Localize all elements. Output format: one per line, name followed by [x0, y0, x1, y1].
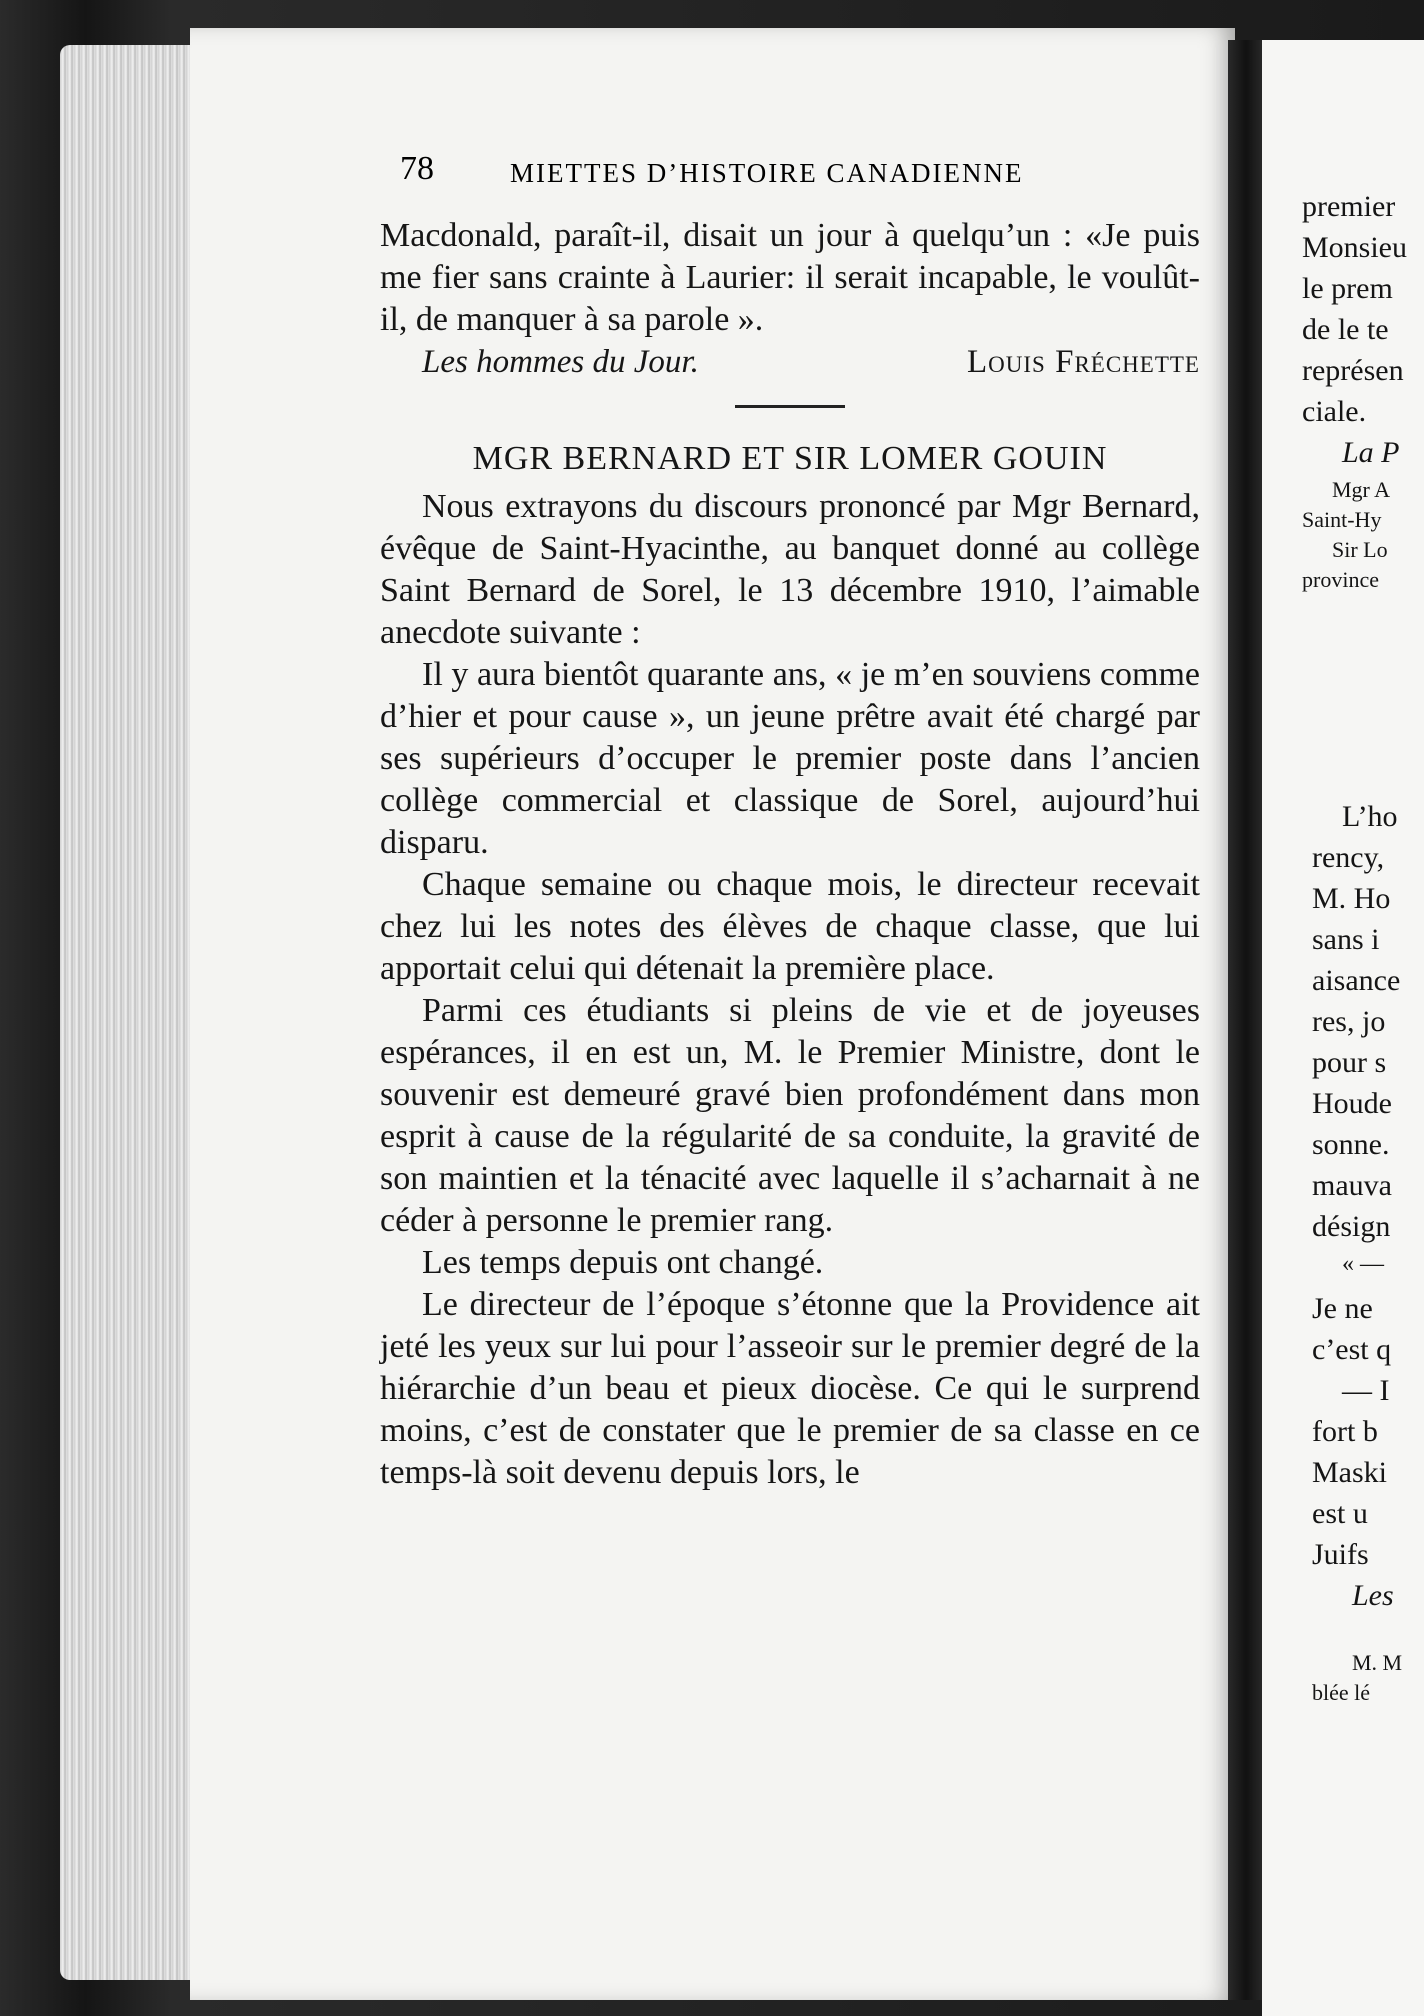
- right-line: sans i: [1312, 923, 1380, 956]
- right-line: M. Ho: [1312, 882, 1391, 915]
- right-page: [1262, 40, 1424, 2016]
- right-line: représen: [1302, 354, 1404, 387]
- page-edges: [60, 45, 200, 1980]
- source-title: Les hommes du Jour.: [422, 344, 699, 380]
- right-line: de le te: [1302, 313, 1389, 346]
- body-paragraph: Le directeur de l’époque s’étonne que la Providence ait jeté les yeux sur lui pour l’asseoir sur le premier degré de la hiérarchie d’un beau et pieux diocèse. Ce qui le surprend moins, c’est de constater que le premier de sa classe en ce temps-là soit devenu depuis lors, le: [380, 1286, 1200, 1491]
- right-page-column-top: [1302, 190, 1424, 597]
- book-gutter: [1228, 40, 1264, 2000]
- right-small-line: province: [1302, 567, 1379, 592]
- section-divider: [735, 405, 845, 408]
- running-title: MIETTES D’HISTOIRE CANADIENNE: [510, 158, 1024, 188]
- section-title: MGR BERNARD ET SIR LOMER GOUIN: [472, 440, 1108, 477]
- right-line: ciale.: [1302, 395, 1367, 428]
- right-line: aisance: [1312, 964, 1401, 997]
- right-line: fort b: [1312, 1415, 1378, 1448]
- right-small-line: blée lé: [1312, 1680, 1371, 1705]
- body-paragraph: Parmi ces étudiants si pleins de vie et de joyeuses espérances, il en est un, M. le Premier Ministre, dont le souvenir est demeuré gravé bien profondément dans mon esprit à cause de la régularité de sa conduite, la gravité de son maintien et la ténacité avec laquelle il s’acharnait à ne céder à personne le premier rang.: [380, 992, 1200, 1239]
- right-line: « —: [1342, 1251, 1384, 1277]
- right-line: Je ne: [1312, 1292, 1373, 1325]
- intro-paragraph: Macdonald, paraît-il, disait un jour à quelqu’un : «Je puis me fier sans crainte à Laurier: il serait incapable, le voulût-il, de manquer à sa parole ».: [380, 217, 1200, 338]
- body-paragraph: Il y aura bientôt quarante ans, « je m’en souviens comme d’hier et pour cause », un jeune prêtre avait été chargé par ses supérieurs d’occuper le premier poste dans l’ancien collège commercial et classique de Sorel, aujourd’hui disparu.: [380, 656, 1200, 861]
- right-small-line: M. M: [1352, 1650, 1403, 1675]
- right-line: Monsieu: [1302, 231, 1407, 264]
- page-number: 78: [400, 150, 434, 187]
- right-italic-line: La P: [1342, 436, 1400, 469]
- right-line: Juifs: [1312, 1538, 1369, 1571]
- right-small-line: Mgr A: [1332, 477, 1391, 502]
- right-small-line: Sir Lo: [1332, 537, 1388, 562]
- right-line: res, jo: [1312, 1005, 1386, 1038]
- left-page-body: [380, 215, 1200, 1494]
- right-line: L’ho: [1342, 800, 1398, 833]
- right-line: désign: [1312, 1210, 1391, 1243]
- right-line: rency,: [1312, 841, 1385, 874]
- page-header: [400, 150, 1200, 200]
- right-line: — I: [1342, 1374, 1390, 1407]
- right-line: le prem: [1302, 272, 1393, 305]
- right-line: Houde: [1312, 1087, 1392, 1120]
- right-small-line: Saint-Hy: [1302, 507, 1382, 532]
- right-page-column-mid: [1312, 800, 1424, 1710]
- source-citation: [380, 341, 1200, 383]
- right-line: sonne.: [1312, 1128, 1390, 1161]
- body-paragraph: Nous extrayons du discours prononcé par Mgr Bernard, évêque de Saint-Hyacinthe, au banquet donné au collège Saint Bernard de Sorel, le 13 décembre 1910, l’aimable anecdote suivante :: [380, 488, 1200, 651]
- body-paragraph: Chaque semaine ou chaque mois, le directeur recevait chez lui les notes des élèves de chaque classe, que lui apportait celui qui détenait la première place.: [380, 866, 1200, 987]
- body-paragraph: Les temps depuis ont changé.: [422, 1244, 824, 1281]
- right-spacer: [1312, 1620, 1424, 1650]
- right-line: c’est q: [1312, 1333, 1392, 1366]
- right-line: mauva: [1312, 1169, 1392, 1202]
- right-italic-line: Les: [1352, 1579, 1394, 1612]
- right-line: pour s: [1312, 1046, 1387, 1079]
- right-line: Maski: [1312, 1456, 1387, 1489]
- right-line: premier: [1302, 190, 1396, 223]
- right-line: est u: [1312, 1497, 1368, 1530]
- source-author: Louis Fréchette: [967, 344, 1200, 380]
